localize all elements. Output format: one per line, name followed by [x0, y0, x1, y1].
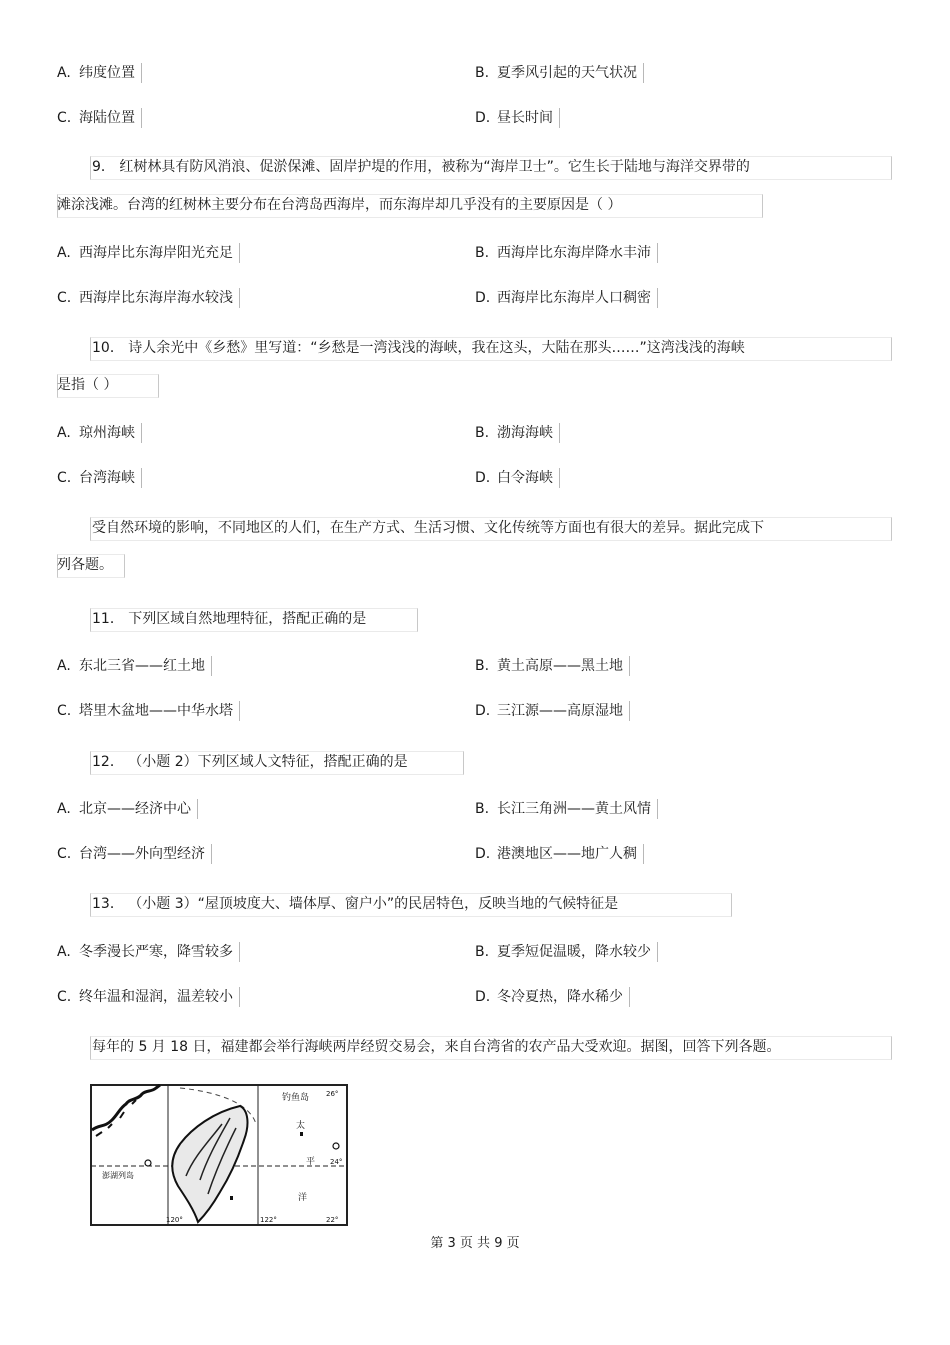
label-tai: 太 [296, 1121, 306, 1131]
divider [239, 987, 240, 1007]
divider [141, 468, 142, 488]
intro2-line2: 列各题。 [57, 557, 113, 573]
q13-stem: 13． （小题 3）“屋顶坡度大、墙体厚、窗户小”的民居特色，反映当地的气候特征是 [92, 896, 619, 912]
q8-option-d[interactable] [475, 108, 560, 128]
option-text: 塔里木盆地——中华水塔 [79, 703, 233, 719]
divider [559, 108, 560, 128]
q12-option-d[interactable] [475, 844, 644, 864]
q12-option-c[interactable] [57, 844, 212, 864]
small-island [300, 1132, 303, 1136]
option-text: 昼长时间 [497, 110, 553, 126]
q9-stem-line1: 9． 红树林具有防风消浪、促淤保滩、固岸护堤的作用，被称为“海岸卫士”。它生长于陆地与海洋交界带的 [92, 159, 750, 175]
option-key: A. [57, 65, 71, 81]
option-text: 琼州海峡 [79, 425, 135, 441]
option-key: A. [57, 801, 71, 817]
option-key: C. [57, 110, 72, 126]
q9-stem-line2: 滩涂浅滩。台湾的红树林主要分布在台湾岛西海岸，而东海岸却几乎没有的主要原因是（ ） [57, 197, 622, 213]
option-text: 西海岸比东海岸人口稠密 [497, 290, 651, 306]
option-key: D. [475, 290, 491, 306]
option-key: C. [57, 470, 72, 486]
option-text: 西海岸比东海岸阳光充足 [79, 245, 233, 261]
divider [643, 844, 644, 864]
q10-option-d[interactable] [475, 468, 560, 488]
q8-option-a[interactable] [57, 63, 142, 83]
divider [239, 243, 240, 263]
q12-option-a[interactable] [57, 799, 198, 819]
label-26: 26° [326, 1090, 339, 1098]
option-text: 港澳地区——地广人稠 [497, 846, 637, 862]
option-text: 终年温和湿润，温差较小 [79, 989, 233, 1005]
q12-option-b[interactable] [475, 799, 658, 819]
option-key: A. [57, 425, 71, 441]
option-key: A. [57, 658, 71, 674]
option-key: B. [475, 944, 490, 960]
option-key: B. [475, 801, 490, 817]
option-text: 冬季漫长严寒，降雪较多 [79, 944, 233, 960]
q11-option-c[interactable] [57, 701, 240, 721]
q9-option-b[interactable] [475, 243, 658, 263]
page-footer: 第 3 页 共 9 页 [430, 1236, 520, 1251]
label-penghu: 澎湖列岛 [102, 1171, 134, 1180]
q12-stem: 12． （小题 2）下列区域人文特征，搭配正确的是 [92, 754, 408, 770]
option-text: 冬冷夏热，降水稀少 [497, 989, 623, 1005]
option-key: B. [475, 65, 490, 81]
option-key: B. [475, 245, 490, 261]
divider [629, 656, 630, 676]
option-text: 东北三省——红土地 [79, 658, 205, 674]
divider [239, 942, 240, 962]
divider [657, 799, 658, 819]
option-text: 北京——经济中心 [79, 801, 191, 817]
option-text: 渤海海峡 [497, 425, 553, 441]
option-text: 白令海峡 [497, 470, 553, 486]
intro2-line1: 受自然环境的影响，不同地区的人们，在生产方式、生活习惯、文化传统等方面也有很大的差异。据此完成下 [92, 520, 764, 536]
q11-option-b[interactable] [475, 656, 630, 676]
q10-option-a[interactable] [57, 423, 142, 443]
q11-stem: 11． 下列区域自然地理特征，搭配正确的是 [92, 611, 367, 627]
taiwan-map [90, 1084, 348, 1226]
label-22: 22° [326, 1216, 339, 1224]
divider [141, 108, 142, 128]
option-key: B. [475, 658, 490, 674]
option-text: 长江三角洲——黄土风情 [497, 801, 651, 817]
option-text: 西海岸比东海岸降水丰沛 [497, 245, 651, 261]
option-text: 纬度位置 [79, 65, 135, 81]
option-text: 三江源——高原湿地 [497, 703, 623, 719]
option-key: C. [57, 703, 72, 719]
option-key: D. [475, 470, 491, 486]
label-122: 122° [260, 1216, 277, 1224]
label-diaoyu: 钓鱼岛 [282, 1093, 310, 1103]
q10-option-c[interactable] [57, 468, 142, 488]
option-key: C. [57, 290, 72, 306]
option-key: D. [475, 703, 491, 719]
divider [559, 423, 560, 443]
divider [657, 288, 658, 308]
divider [197, 799, 198, 819]
option-key: D. [475, 110, 491, 126]
divider [211, 656, 212, 676]
option-text: 海陆位置 [79, 110, 135, 126]
divider [239, 288, 240, 308]
divider [239, 701, 240, 721]
q8-option-b[interactable] [475, 63, 644, 83]
option-text: 黄土高原——黑土地 [497, 658, 623, 674]
q13-option-a[interactable] [57, 942, 240, 962]
option-key: B. [475, 425, 490, 441]
label-ping: 平 [306, 1157, 316, 1167]
label-120: 120° [166, 1216, 183, 1224]
q13-option-b[interactable] [475, 942, 658, 962]
q9-option-d[interactable] [475, 288, 658, 308]
label-24: 24° [330, 1158, 343, 1166]
q10-stem-line2: 是指（ ） [57, 377, 118, 393]
option-key: D. [475, 989, 491, 1005]
q13-option-d[interactable] [475, 987, 630, 1007]
small-island [230, 1196, 233, 1200]
divider [657, 942, 658, 962]
q11-option-d[interactable] [475, 701, 630, 721]
divider [141, 423, 142, 443]
option-text: 台湾海峡 [79, 470, 135, 486]
option-key: C. [57, 989, 72, 1005]
q11-option-a[interactable] [57, 656, 212, 676]
q9-option-c[interactable] [57, 288, 240, 308]
divider [657, 243, 658, 263]
option-key: C. [57, 846, 72, 862]
option-key: D. [475, 846, 491, 862]
divider [559, 468, 560, 488]
q13-option-c[interactable] [57, 987, 240, 1007]
intro3-line1: 每年的 5 月 18 日，福建都会举行海峡两岸经贸交易会，来自台湾省的农产品大受欢迎。据图，回答下列各题。 [92, 1039, 781, 1055]
label-an: 洋 [298, 1193, 308, 1203]
option-text: 西海岸比东海岸海水较浅 [79, 290, 233, 306]
q9-option-a[interactable] [57, 243, 240, 263]
option-text: 夏季风引起的天气状况 [497, 65, 637, 81]
option-text: 台湾——外向型经济 [79, 846, 205, 862]
q10-stem-line1: 10． 诗人余光中《乡愁》里写道：“乡愁是一湾浅浅的海峡，我在这头，大陆在那头……”这湾浅浅的海峡 [92, 340, 745, 356]
option-key: A. [57, 944, 71, 960]
q8-option-c[interactable] [57, 108, 142, 128]
divider [141, 63, 142, 83]
divider [211, 844, 212, 864]
divider [643, 63, 644, 83]
divider [629, 987, 630, 1007]
option-key: A. [57, 245, 71, 261]
divider [629, 701, 630, 721]
q10-option-b[interactable] [475, 423, 560, 443]
option-text: 夏季短促温暖，降水较少 [497, 944, 651, 960]
